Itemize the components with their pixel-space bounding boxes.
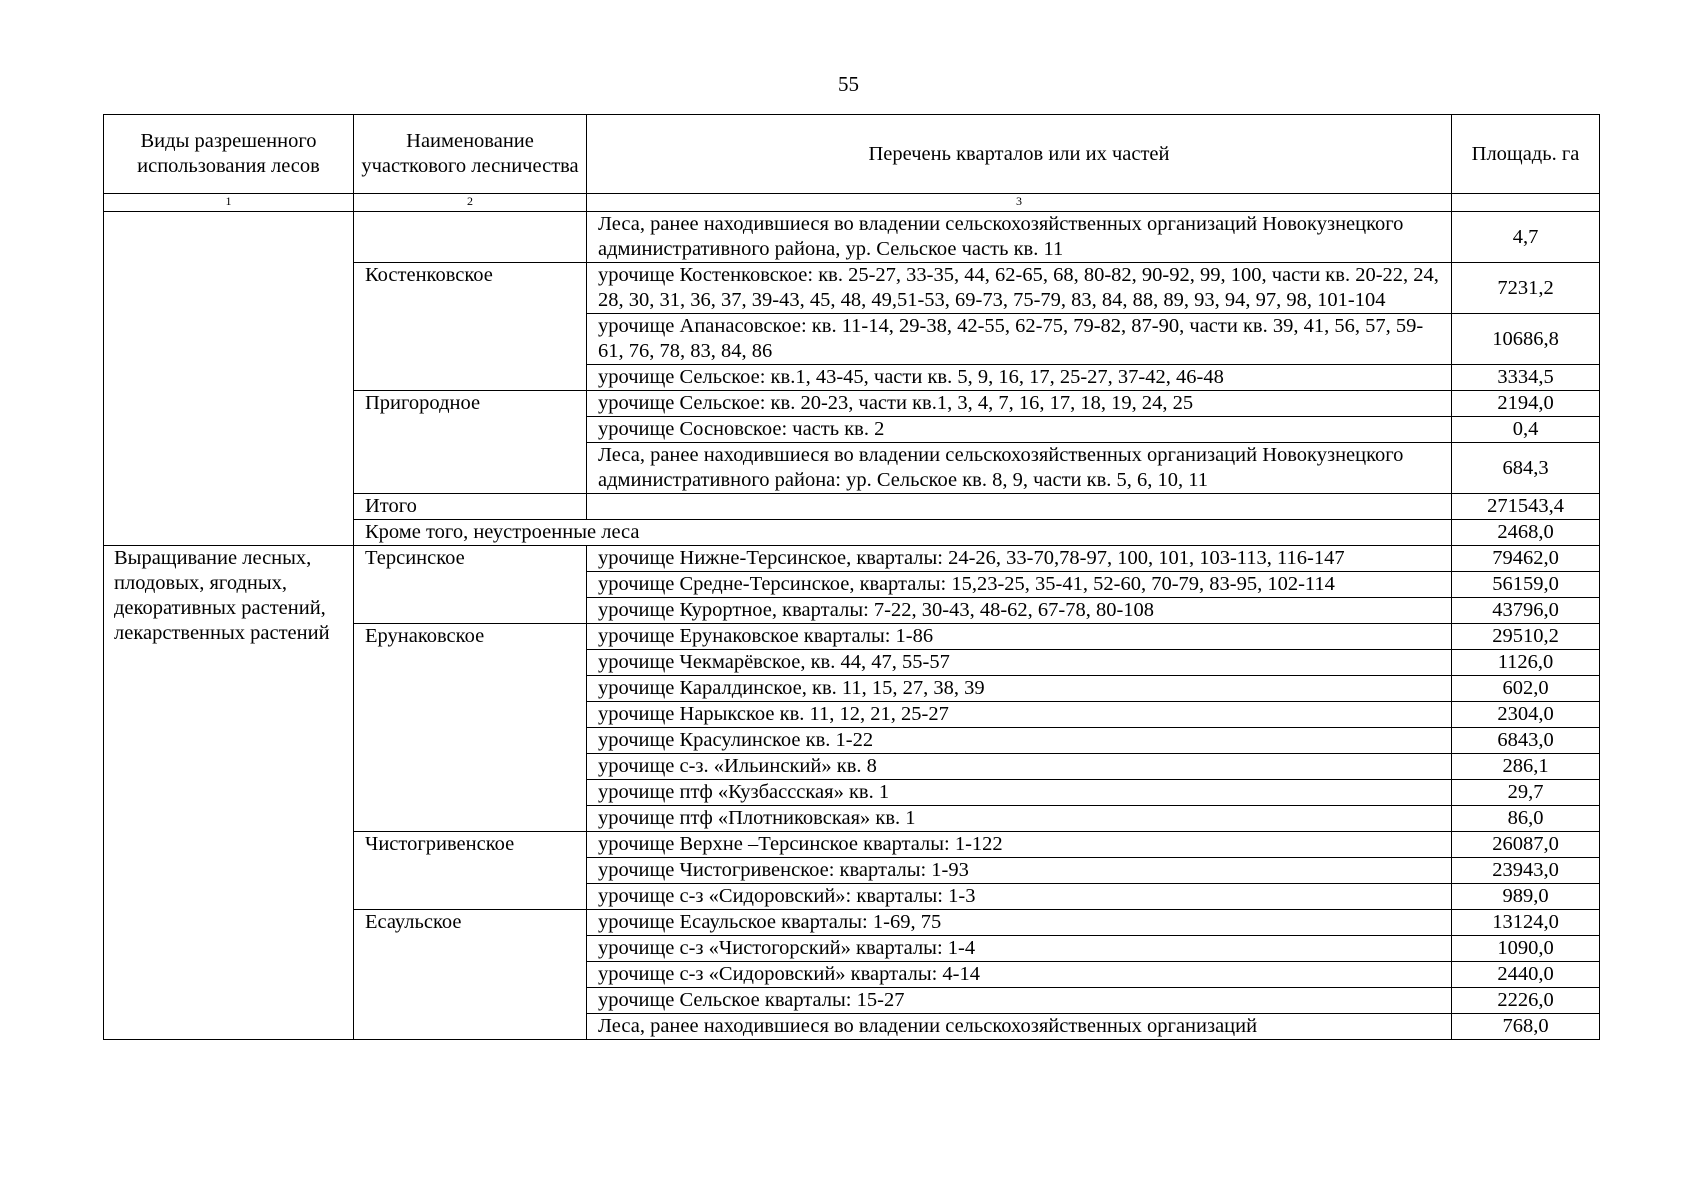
quarters-cell: урочище Апанасовское: кв. 11-14, 29-38, 42-55, 62-75, 79-82, 87-90, части кв. 39, 41, 56, 57, 59-61, 76, 78, 83, 84, 86 <box>587 314 1452 365</box>
area-cell: 3334,5 <box>1452 365 1600 391</box>
column-number: 1 <box>104 194 354 212</box>
quarters-cell: Леса, ранее находившиеся во владении сельскохозяйственных организаций Новокузнецкого административного района: ур. Сельское кв. 8, 9, части кв. 5, 6, 10, 11 <box>587 443 1452 494</box>
quarters-cell: урочище птф «Кузбасcская» кв. 1 <box>587 780 1452 806</box>
table-row <box>104 546 1600 572</box>
table-row <box>104 212 1600 263</box>
header-forestry: Наименование участкового лесничества <box>354 115 587 194</box>
area-cell: 989,0 <box>1452 884 1600 910</box>
forestry-cell: Ерунаковское <box>354 624 587 832</box>
area-cell: 79462,0 <box>1452 546 1600 572</box>
quarters-cell: урочище Нарыкское кв. 11, 12, 21, 25-27 <box>587 702 1452 728</box>
area-cell: 2468,0 <box>1452 520 1600 546</box>
quarters-cell: Леса, ранее находившиеся во владении сельскохозяйственных организаций Новокузнецкого административного района, ур. Сельское часть кв. 11 <box>587 212 1452 263</box>
column-number <box>1452 194 1600 212</box>
quarters-cell: урочище Красулинское кв. 1-22 <box>587 728 1452 754</box>
column-numbers-row <box>104 194 1600 212</box>
quarters-cell: урочище Сельское: кв. 20-23, части кв.1, 3, 4, 7, 16, 17, 18, 19, 24, 25 <box>587 391 1452 417</box>
use-type-cell <box>104 212 354 546</box>
area-cell: 7231,2 <box>1452 263 1600 314</box>
quarters-cell: урочище с-з. «Ильинский» кв. 8 <box>587 754 1452 780</box>
quarters-cell: урочище Сельское кварталы: 15-27 <box>587 988 1452 1014</box>
area-cell: 684,3 <box>1452 443 1600 494</box>
header-area: Площадь. га <box>1452 115 1600 194</box>
quarters-cell: урочище Каралдинское, кв. 11, 15, 27, 38, 39 <box>587 676 1452 702</box>
area-cell: 56159,0 <box>1452 572 1600 598</box>
area-cell: 2304,0 <box>1452 702 1600 728</box>
quarters-cell: урочище Костенковское: кв. 25-27, 33-35, 44, 62-65, 68, 80-82, 90-92, 99, 100, части кв. 20-22, 24, 28, 30, 31, 36, 37, 39-43, 45, 48, 49,51-53, 69-73, 75-79, 83, 84, 88, 89, 93, 94, 97, 98, 101-104 <box>587 263 1452 314</box>
quarters-cell: урочище Чистогривенское: кварталы: 1-93 <box>587 858 1452 884</box>
quarters-cell: урочище с-з «Сидоровский» кварталы: 4-14 <box>587 962 1452 988</box>
quarters-cell: урочище птф «Плотниковская» кв. 1 <box>587 806 1452 832</box>
column-number: 3 <box>587 194 1452 212</box>
total-area: 271543,4 <box>1452 494 1600 520</box>
forestry-cell: Чистогривенское <box>354 832 587 910</box>
area-cell: 2440,0 <box>1452 962 1600 988</box>
area-cell: 602,0 <box>1452 676 1600 702</box>
quarters-cell: урочище Есаульское кварталы: 1-69, 75 <box>587 910 1452 936</box>
area-cell: 1090,0 <box>1452 936 1600 962</box>
area-cell: 6843,0 <box>1452 728 1600 754</box>
quarters-cell: урочище Сосновское: часть кв. 2 <box>587 417 1452 443</box>
area-cell: 4,7 <box>1452 212 1600 263</box>
quarters-cell: Леса, ранее находившиеся во владении сельскохозяйственных организаций <box>587 1014 1452 1040</box>
quarters-cell: урочище с-з «Сидоровский»: кварталы: 1-3 <box>587 884 1452 910</box>
quarters-cell: урочище Сельское: кв.1, 43-45, части кв. 5, 9, 16, 17, 25-27, 37-42, 46-48 <box>587 365 1452 391</box>
area-cell: 26087,0 <box>1452 832 1600 858</box>
header-use-type: Виды разрешенного использования лесов <box>104 115 354 194</box>
area-cell: 43796,0 <box>1452 598 1600 624</box>
area-cell: 13124,0 <box>1452 910 1600 936</box>
header-quarters-list: Перечень кварталов или их частей <box>587 115 1452 194</box>
column-number: 2 <box>354 194 587 212</box>
total-label: Итого <box>354 494 587 520</box>
area-cell: 1126,0 <box>1452 650 1600 676</box>
area-cell: 23943,0 <box>1452 858 1600 884</box>
forestry-cell <box>354 212 587 263</box>
quarters-cell: урочище с-з «Чистогорский» кварталы: 1-4 <box>587 936 1452 962</box>
area-cell: 86,0 <box>1452 806 1600 832</box>
area-cell: 768,0 <box>1452 1014 1600 1040</box>
area-cell: 29510,2 <box>1452 624 1600 650</box>
quarters-cell: урочище Верхне –Терсинское кварталы: 1-122 <box>587 832 1452 858</box>
forestry-cell: Терсинское <box>354 546 587 624</box>
forestry-cell: Есаульское <box>354 910 587 1040</box>
unmanaged-forests-label: Кроме того, неустроенные леса <box>354 520 1452 546</box>
table-header-row <box>104 115 1600 194</box>
forestry-cell: Костенковское <box>354 263 587 391</box>
area-cell: 10686,8 <box>1452 314 1600 365</box>
quarters-cell: урочище Чекмарёвское, кв. 44, 47, 55-57 <box>587 650 1452 676</box>
quarters-cell: урочище Курортное, кварталы: 7-22, 30-43, 48-62, 67-78, 80-108 <box>587 598 1452 624</box>
forest-use-table <box>103 114 1600 1040</box>
page-number: 55 <box>838 72 859 96</box>
area-cell: 2226,0 <box>1452 988 1600 1014</box>
forestry-cell: Пригородное <box>354 391 587 494</box>
quarters-cell: урочище Средне-Терсинское, кварталы: 15,23-25, 35-41, 52-60, 70-79, 83-95, 102-114 <box>587 572 1452 598</box>
area-cell: 286,1 <box>1452 754 1600 780</box>
quarters-cell <box>587 494 1452 520</box>
area-cell: 29,7 <box>1452 780 1600 806</box>
area-cell: 0,4 <box>1452 417 1600 443</box>
use-type-cell: Выращивание лесных, плодовых, ягодных, декоративных растений, лекарственных растений <box>104 546 354 1040</box>
quarters-cell: урочище Нижне-Терсинское, кварталы: 24-26, 33-70,78-97, 100, 101, 103-113, 116-147 <box>587 546 1452 572</box>
quarters-cell: урочище Ерунаковское кварталы: 1-86 <box>587 624 1452 650</box>
area-cell: 2194,0 <box>1452 391 1600 417</box>
